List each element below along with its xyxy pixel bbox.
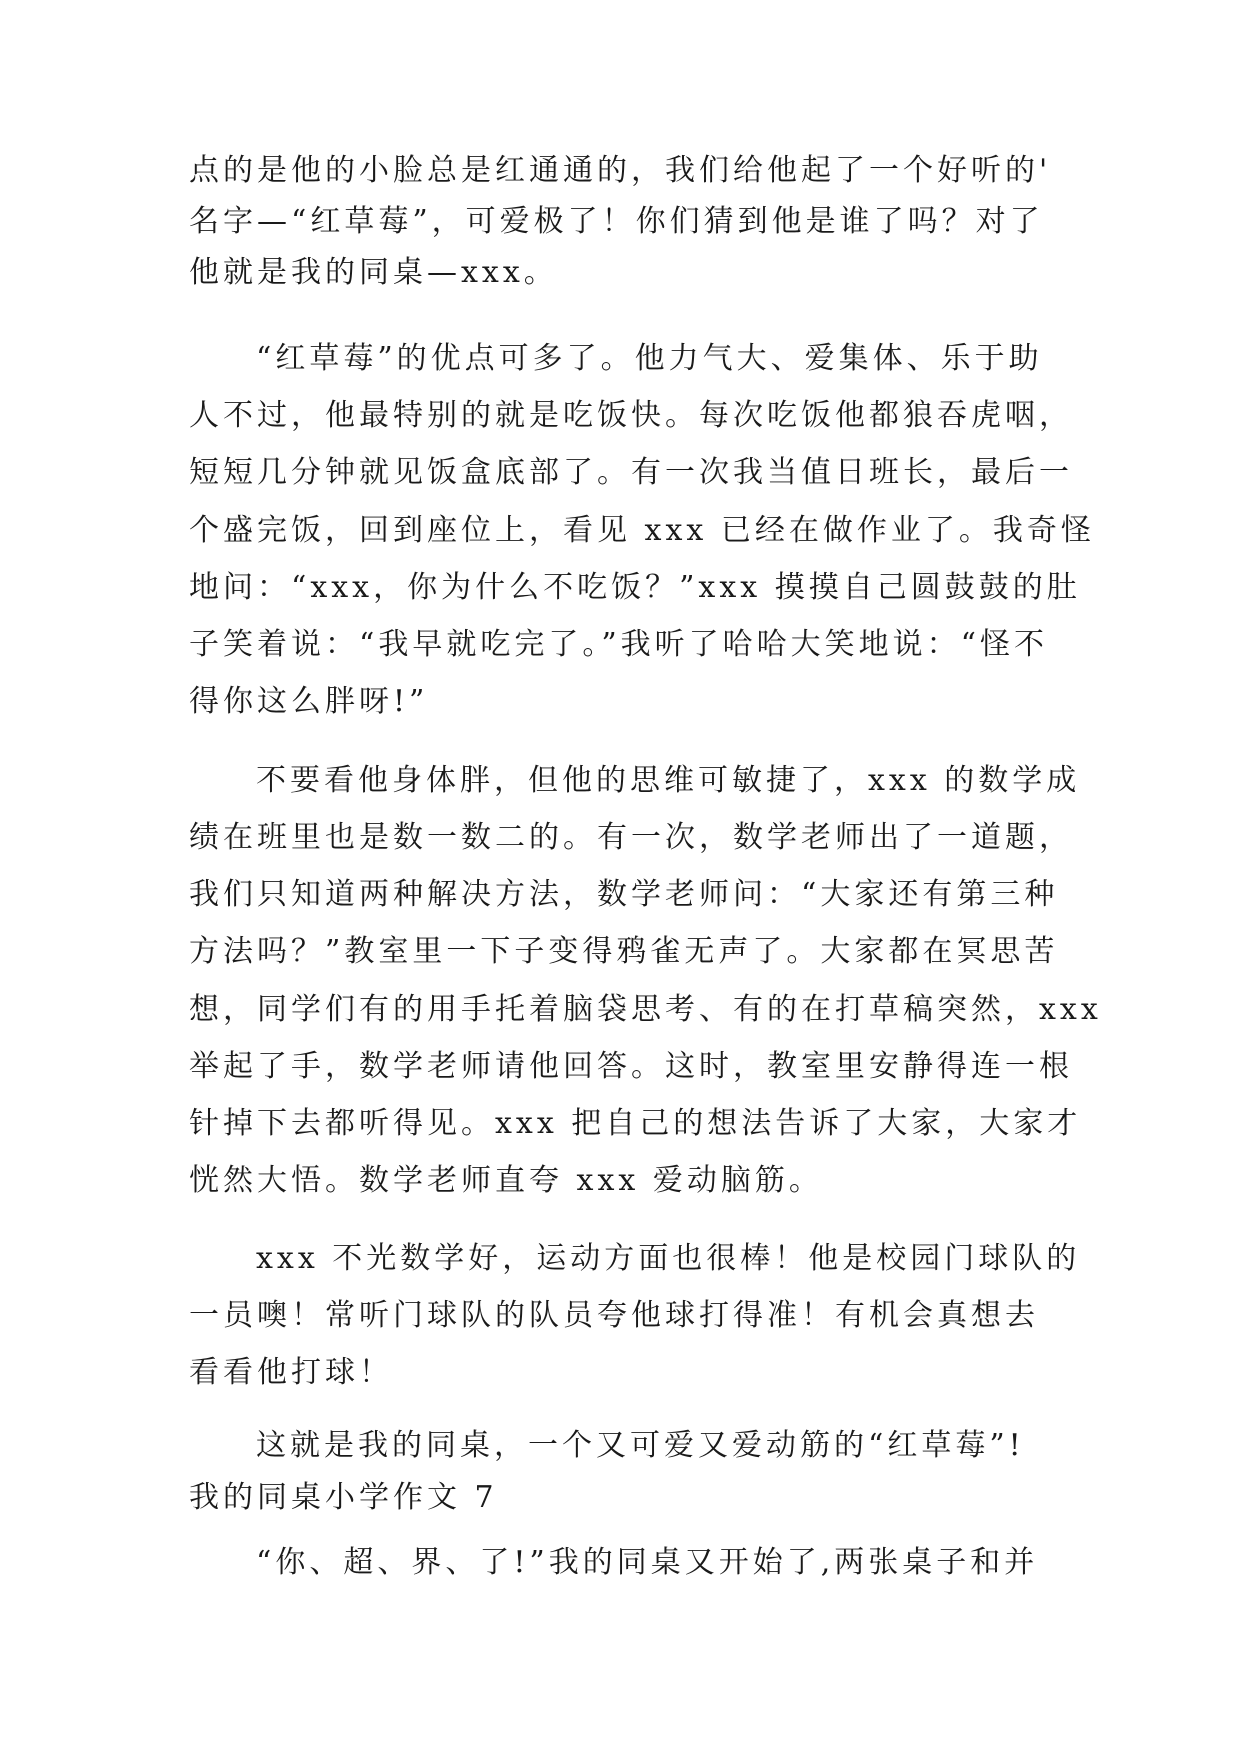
text-line: 绩在班里也是数一数二的。有一次，数学老师出了一道题， (189, 820, 1073, 855)
text-line: 个盛完饭，回到座位上，看见 xxx 已经在做作业了。我奇怪 (189, 513, 1095, 548)
paragraph-first-line: “你、超、界、了!”我的同桌又开始了,两张桌子和并 (256, 1545, 1039, 1580)
text-line: 点的是他的小脸总是红通通的，我们给他起了一个好听的' (189, 153, 1052, 188)
paragraph-first-line: 不要看他身体胖，但他的思维可敏捷了，xxx 的数学成 (256, 763, 1081, 798)
paragraph-first-line: “红草莓”的优点可多了。他力气大、爱集体、乐于助 (256, 341, 1043, 376)
text-line: 一员噢！常听门球队的队员夸他球打得准！有机会真想去 (189, 1298, 1039, 1333)
text-line: 方法吗？”教室里一下子变得鸦雀无声了。大家都在冥思苦 (189, 934, 1059, 969)
text-line: 我们只知道两种解决方法，数学老师问：“大家还有第三种 (189, 877, 1059, 912)
text-line: 短短几分钟就见饭盒底部了。有一次我当值日班长，最后一 (189, 455, 1073, 490)
text-line: 恍然大悟。数学老师直夸 xxx 爱动脑筋。 (189, 1163, 823, 1198)
paragraph-first-line: 这就是我的同桌，一个又可爱又爱动筋的“红草莓”! (256, 1428, 1025, 1463)
text-line: 他就是我的同桌—xxx。 (189, 255, 558, 290)
text-line: 举起了手，数学老师请他回答。这时，教室里安静得连一根 (189, 1049, 1073, 1084)
text-line: 人不过，他最特别的就是吃饭快。每次吃饭他都狼吞虎咽， (189, 398, 1073, 433)
text-line: 地问：“xxx，你为什么不吃饭？”xxx 摸摸自己圆鼓鼓的肚 (189, 570, 1081, 605)
text-line: 看看他打球！ (189, 1355, 393, 1390)
text-line: 名字—“红草莓”，可爱极了！你们猜到他是谁了吗？对了 (189, 204, 1044, 239)
section-title: 我的同桌小学作文 7 (189, 1480, 498, 1515)
text-line: 子笑着说：“我早就吃完了。”我听了哈哈大笑地说：“怪不 (189, 627, 1049, 662)
text-line: 得你这么胖呀!” (189, 684, 429, 719)
paragraph-first-line: xxx 不光数学好，运动方面也很棒！他是校园门球队的 (256, 1241, 1081, 1276)
text-line: 针掉下去都听得见。xxx 把自己的想法告诉了大家，大家才 (189, 1106, 1082, 1141)
text-line: 想，同学们有的用手托着脑袋思考、有的在打草稿突然，xxx (189, 992, 1102, 1027)
